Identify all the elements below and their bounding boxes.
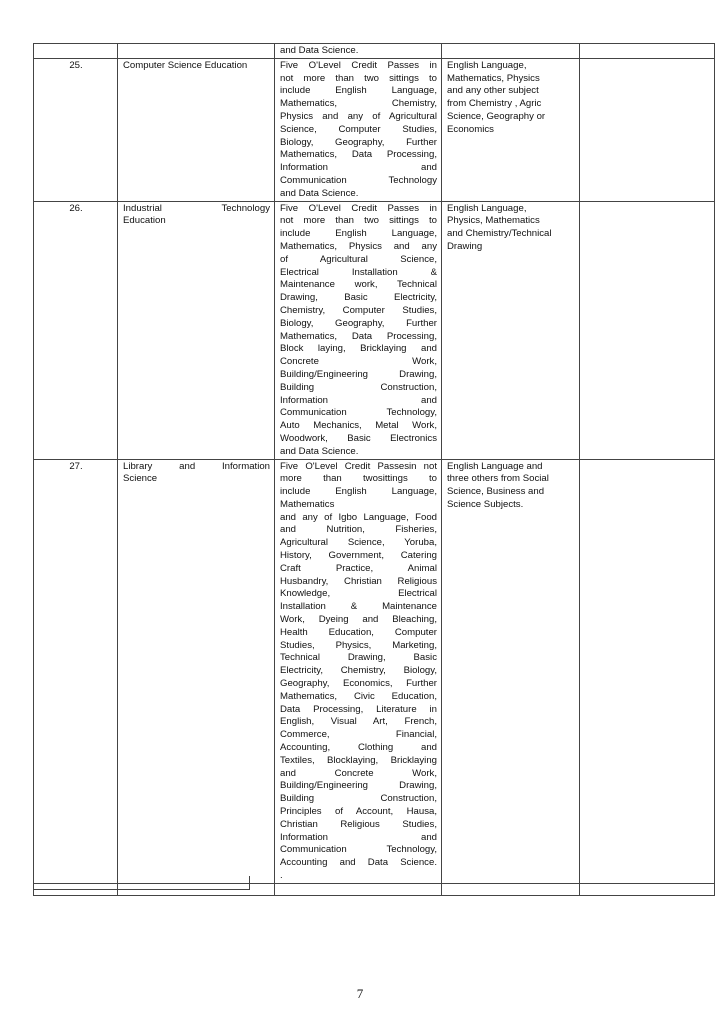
cell-text-line: Communication Technology, (280, 407, 437, 419)
cell-text-line: and any other subject (447, 85, 539, 97)
cell-text-line: Principles of Account, Hausa, (280, 806, 437, 818)
admission-requirements-table (33, 43, 715, 896)
remarks-cell (580, 201, 715, 459)
cell-text-line: Mathematics, Data Processing, (280, 149, 437, 161)
empty-cell (275, 883, 442, 895)
cell-text-line: Technical Drawing, Basic (280, 652, 437, 664)
cell-text-line: Information and (280, 394, 437, 406)
cell-text-line: Five O'Level Credit Passesin not (280, 460, 437, 472)
table-divider (117, 876, 118, 889)
cell-text-line: of Agricultural Science, (280, 253, 437, 265)
table-row (34, 459, 715, 883)
cell-text-line: and Data Science. (280, 187, 359, 199)
cell-text-line: Information and (280, 831, 437, 843)
table-continuation-stub (33, 876, 250, 890)
olevel-requirements-cell (275, 44, 442, 59)
cell-text-line: include English Language, (280, 486, 437, 498)
cell-text-line: Studies, Physics, Marketing, (280, 639, 437, 651)
cell-text-line: Mathematics, Chemistry, (280, 98, 437, 110)
cell-text-line: . (280, 870, 283, 881)
cell-text-line: three others from Social (447, 473, 549, 485)
cell-text-line: include English Language, (280, 85, 437, 97)
course-cell (118, 44, 275, 59)
cell-text-line: Accounting, Clothing and (280, 742, 437, 754)
cell-text-line: Science (123, 473, 158, 485)
cell-text-line: Electrical Installation & (280, 266, 437, 278)
cell-text-line: Computer Science Education (123, 59, 248, 71)
cell-text-line: and Data Science. (280, 445, 359, 457)
cell-text-line: more than twosittings to (280, 473, 437, 485)
cell-text-line: and any of Igbo Language, Food (280, 511, 437, 523)
cell-text-line: Building Construction, (280, 381, 437, 393)
remarks-cell (580, 58, 715, 201)
cell-text-line: and Data Science. (280, 45, 359, 56)
cell-text-line: Mathematics, Physics and any (280, 240, 437, 252)
cell-text-line: Industrial Technology (123, 202, 270, 214)
cell-text-line: include English Language, (280, 228, 437, 240)
row-number-cell: 25. (34, 58, 118, 201)
cell-text-line: Biology, Geography, Further (280, 136, 437, 148)
utme-subjects-cell (442, 58, 580, 201)
cell-text-line: Science, Business and (447, 486, 545, 498)
course-cell (118, 58, 275, 201)
cell-text-line: Physics, Mathematics (447, 215, 540, 227)
cell-text-line: Five O'Level Credit Passes in (280, 59, 437, 71)
olevel-requirements-cell (275, 58, 442, 201)
cell-text-line: Library and Information (123, 460, 270, 472)
cell-text-line: Biology, Geography, Further (280, 317, 437, 329)
course-cell (118, 201, 275, 459)
olevel-requirements-cell (275, 201, 442, 459)
cell-text-line: Installation & Maintenance (280, 601, 437, 613)
row-number-cell: 27. (34, 459, 118, 883)
cell-text-line: and Concrete Work, (280, 767, 437, 779)
cell-text-line: Accounting and Data Science. (280, 857, 437, 869)
cell-text-line: History, Government, Catering (280, 550, 437, 562)
cell-text-line: Commerce, Financial, (280, 729, 437, 741)
remarks-cell (580, 459, 715, 883)
cell-text-line: Mathematics, Civic Education, (280, 690, 437, 702)
cell-text-line: Woodwork, Basic Electronics (280, 432, 437, 444)
empty-cell (442, 883, 580, 895)
cell-text-line: Science Subjects. (447, 498, 524, 510)
utme-subjects-cell (442, 459, 580, 883)
cell-text-line: Maintenance work, Technical (280, 279, 437, 291)
table-row (34, 58, 715, 201)
cell-text-line: Christian Religious Studies, (280, 818, 437, 830)
cell-text-line: English Language, (447, 59, 527, 71)
cell-text-line: and Nutrition, Fisheries, (280, 524, 437, 536)
cell-text-line: Husbandry, Christian Religious (280, 575, 437, 587)
cell-text-line: English Language and (447, 460, 543, 472)
cell-text-line: Auto Mechanics, Metal Work, (280, 420, 437, 432)
cell-text-line: and Chemistry/Technical (447, 228, 552, 240)
utme-subjects-cell (442, 201, 580, 459)
empty-cell (580, 883, 715, 895)
cell-text-line: Science, Computer Studies, (280, 123, 437, 135)
cell-text-line: Physics and any of Agricultural (280, 110, 437, 122)
cell-text-line: Communication Technology (280, 174, 437, 186)
cell-text-line: Agricultural Science, Yoruba, (280, 537, 437, 549)
cell-text-line: from Chemistry , Agric (447, 98, 542, 110)
cell-text-line: Building/Engineering Drawing, (280, 780, 437, 792)
cell-text-line: Textiles, Blocklaying, Bricklaying (280, 754, 437, 766)
page-number: 7 (356, 986, 364, 1001)
cell-text-line: English Language, (447, 202, 527, 214)
cell-text-line: Craft Practice, Animal (280, 562, 437, 574)
cell-text-line: Data Processing, Literature in (280, 703, 437, 715)
cell-text-line: Mathematics, Physics (447, 72, 540, 84)
table-row (34, 201, 715, 459)
table-body (34, 44, 715, 896)
cell-text-line: Mathematics, Data Processing, (280, 330, 437, 342)
cell-text-line: Geography, Economics, Further (280, 678, 437, 690)
row-number-cell: 26. (34, 201, 118, 459)
course-cell (118, 459, 275, 883)
cell-text-line: Health Education, Computer (280, 626, 437, 638)
cell-text-line: Building Construction, (280, 793, 437, 805)
cell-text-line: Information and (280, 162, 437, 174)
cell-text-line: Mathematics (280, 498, 335, 510)
cell-text-line: Drawing (447, 240, 483, 252)
cell-text-line: Knowledge, Electrical (280, 588, 437, 600)
row-number-cell (34, 44, 118, 59)
cell-text-line: Communication Technology, (280, 844, 437, 856)
table-row (34, 44, 715, 59)
cell-text-line: Education (123, 215, 166, 227)
cell-text-line: English, Visual Art, French, (280, 716, 437, 728)
cell-text-line: Drawing, Basic Electricity, (280, 292, 437, 304)
cell-text-line: Concrete Work, (280, 356, 437, 368)
cell-text-line: Chemistry, Computer Studies, (280, 304, 437, 316)
cell-text-line: Building/Engineering Drawing, (280, 368, 437, 380)
cell-text-line: not more than two sittings to (280, 215, 437, 227)
cell-text-line: Science, Geography or (447, 110, 546, 122)
cell-text-line: Five O'Level Credit Passes in (280, 202, 437, 214)
remarks-cell (580, 44, 715, 59)
cell-text-line: Block laying, Bricklaying and (280, 343, 437, 355)
cell-text-line: Economics (447, 123, 494, 135)
cell-text-line: Electricity, Chemistry, Biology, (280, 665, 437, 677)
cell-text-line: Work, Dyeing and Bleaching, (280, 614, 437, 626)
utme-subjects-cell (442, 44, 580, 59)
cell-text-line: not more than two sittings to (280, 72, 437, 84)
olevel-requirements-cell (275, 459, 442, 883)
